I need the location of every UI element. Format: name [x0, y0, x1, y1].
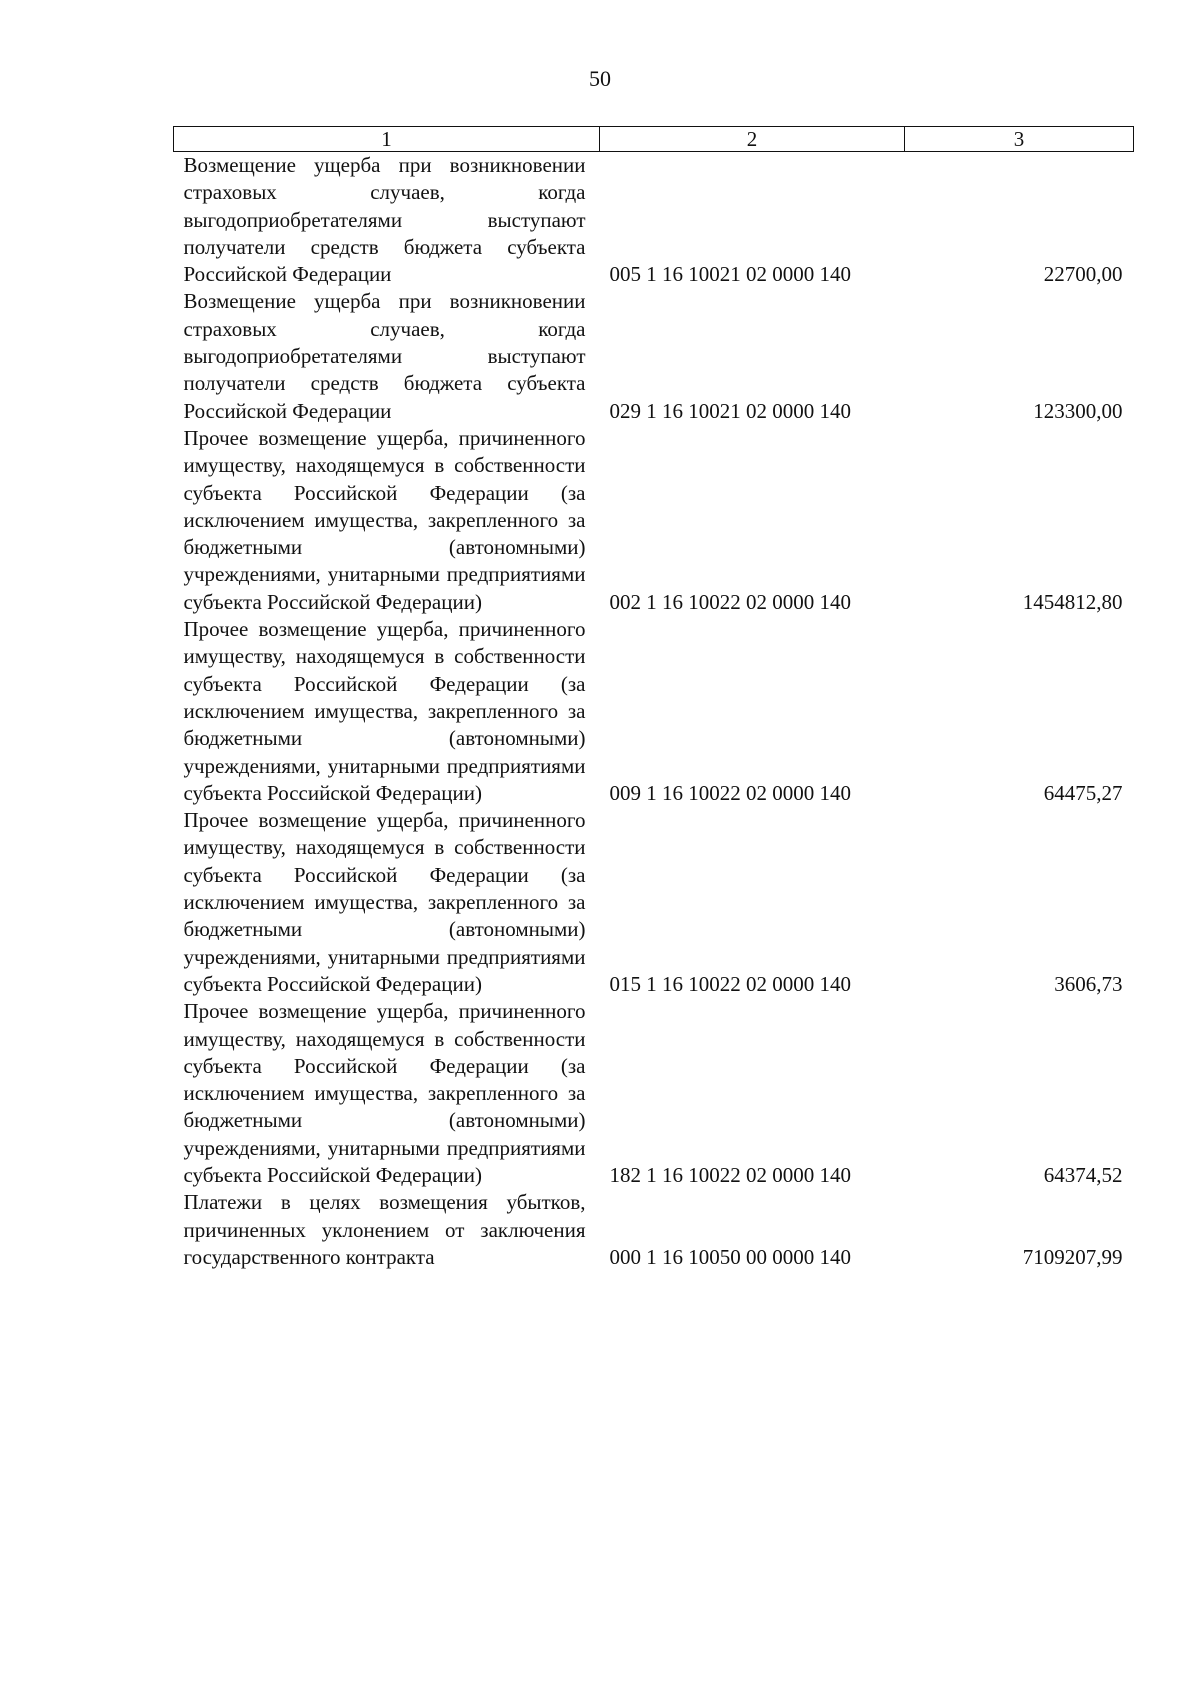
column-header-3: 3	[905, 127, 1134, 152]
table-header-row	[174, 127, 1134, 152]
column-header-2: 2	[600, 127, 905, 152]
row-amount: 64475,27	[1043, 780, 1123, 805]
table-row	[174, 616, 1134, 807]
row-budget-code: 009 1 16 10022 02 0000 140	[609, 780, 851, 805]
row-amount: 22700,00	[1043, 262, 1123, 287]
row-amount: 1454812,80	[1022, 589, 1123, 614]
row-budget-code: 000 1 16 10050 00 0000 140	[609, 1244, 851, 1269]
row-description: Прочее возмещение ущерба, причиненного имуществу, находящемуся в собственности субъекта Российской Федерации (за исключением имущества, закрепленного за бюджетными (автономными) учреждениями, унитарными предприятиями субъекта Российской Федерации)	[183, 808, 586, 996]
budget-revenue-table	[173, 126, 1134, 1271]
row-budget-code: 002 1 16 10022 02 0000 140	[609, 589, 851, 614]
table-row	[174, 998, 1134, 1189]
row-budget-code: 005 1 16 10021 02 0000 140	[609, 262, 851, 287]
row-description: Прочее возмещение ущерба, причиненного имуществу, находящемуся в собственности субъекта Российской Федерации (за исключением имущества, закрепленного за бюджетными (автономными) учреждениями, унитарными предприятиями субъекта Российской Федерации)	[183, 617, 586, 805]
table-row	[174, 152, 1134, 289]
row-budget-code: 029 1 16 10021 02 0000 140	[609, 398, 851, 423]
row-amount: 123300,00	[1033, 398, 1123, 423]
column-header-1: 1	[174, 127, 600, 152]
row-description: Прочее возмещение ущерба, причиненного имуществу, находящемуся в собственности субъекта Российской Федерации (за исключением имущества, закрепленного за бюджетными (автономными) учреждениями, унитарными предприятиями субъекта Российской Федерации)	[183, 999, 586, 1187]
table-row	[174, 807, 1134, 998]
row-description: Возмещение ущерба при возникновении страховых случаев, когда выгодоприобретателями выступают получатели средств бюджета субъекта Российской Федерации	[183, 289, 586, 423]
row-budget-code: 182 1 16 10022 02 0000 140	[609, 1162, 851, 1187]
page-number: 50	[589, 66, 611, 91]
table-row	[174, 1189, 1134, 1271]
row-amount: 64374,52	[1043, 1162, 1123, 1187]
table-row	[174, 425, 1134, 616]
table-row	[174, 288, 1134, 424]
row-amount: 7109207,99	[1022, 1244, 1123, 1269]
row-budget-code: 015 1 16 10022 02 0000 140	[609, 971, 851, 996]
row-description: Возмещение ущерба при возникновении страховых случаев, когда выгодоприобретателями выступают получатели средств бюджета субъекта Российской Федерации	[183, 153, 586, 287]
row-amount: 3606,73	[1054, 971, 1123, 996]
row-description: Прочее возмещение ущерба, причиненного имуществу, находящемуся в собственности субъекта Российской Федерации (за исключением имущества, закрепленного за бюджетными (автономными) учреждениями, унитарными предприятиями субъекта Российской Федерации)	[183, 425, 586, 614]
row-description: Платежи в целях возмещения убытков, причиненных уклонением от заключения государственного контракта	[183, 1190, 586, 1269]
